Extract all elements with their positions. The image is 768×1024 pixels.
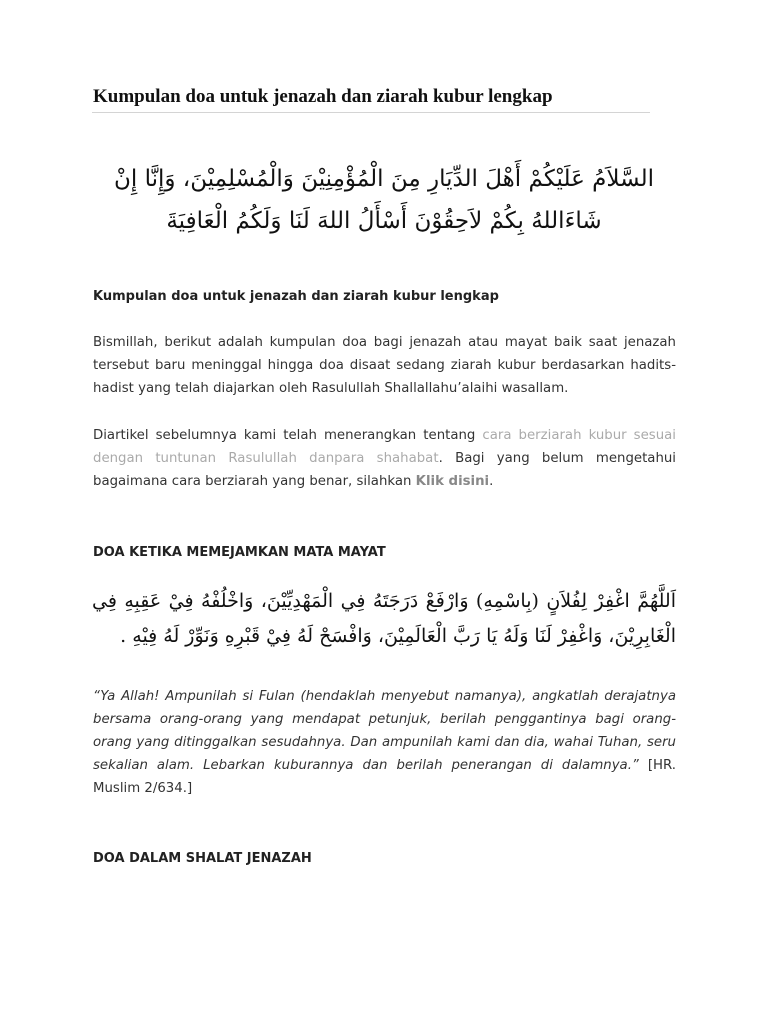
- ziarah-article-link[interactable]: cara berziarah kubur sesuai dengan tuntunan Rasulullah danpara shahabat: [93, 428, 676, 466]
- translation-text: “Ya Allah! Ampunilah si Fulan (hendaklah menyebut namanya), angkatlah derajatnya bersama orang-orang yang mendapat petunjuk, berilah penggantinya bagi orang-orang yang ditinggalkan sesudahnya. Dan ampunilah kami dan dia, wahai Tuhan, seru sekalian alam. Lebarkan kuburannya dan berilah penerangan di dalamnya.”: [93, 689, 676, 773]
- arabic-doa-memejamkan: اَللَّهُمَّ اغْفِرْ لِفُلاَنٍ (بِاسْمِهِ) وَارْفَعْ دَرَجَتَهُ فِي الْمَهْدِيِّيْنَ، وَاخْلُفْهُ فِيْ عَقِبِهِ فِي الْغَابِرِيْنَ، وَاغْفِرْ لَنَا وَلَهُ يَا رَبَّ الْعَالَمِيْنَ، وَافْسَحْ لَهُ فِيْ قَبْرِهِ وَنَوِّرْ لَهُ فِيْهِ .: [92, 590, 676, 647]
- klik-disini-link[interactable]: Klik disini: [415, 474, 490, 489]
- page-title: Kumpulan doa untuk jenazah dan ziarah kubur lengkap: [93, 86, 553, 107]
- subtitle: Kumpulan doa untuk jenazah dan ziarah kubur lengkap: [93, 289, 499, 304]
- section-heading-memejamkan: DOA KETIKA MEMEJAMKAN MATA MAYAT: [93, 545, 386, 560]
- translation-paragraph: [93, 685, 676, 800]
- section-heading-shalat-jenazah: DOA DALAM SHALAT JENAZAH: [93, 851, 312, 866]
- arabic-greeting: السَّلاَمُ عَلَيْكُمْ أَهْلَ الدِّيَارِ مِنَ الْمُؤْمِنِيْنَ وَالْمُسْلِمِيْنَ، وَإِنَّا إِنْ شَاءَاللهُ بِكُمْ لاَحِقُوْنَ أَسْأَلُ اللهَ لَنَا وَلَكُمُ الْعَافِيَةَ: [114, 166, 654, 234]
- title-divider: [92, 112, 650, 113]
- reference-paragraph: Diartikel sebelumnya kami telah menerangkan tentang cara berziarah kubur sesuai dengan tuntunan Rasulullah danpara shahabat. Bagi yang belum mengetahui bagaimana cara berziarah yang benar, silahkan Klik disini.: [93, 428, 677, 489]
- intro-paragraph: Bismillah, berikut adalah kumpulan doa bagi jenazah atau mayat baik saat jenazah tersebut baru meninggal hingga doa disaat sedang ziarah kubur berdasarkan hadits-hadist yang telah diajarkan oleh Rasulullah Shallallahu’alaihi wasallam.: [93, 335, 676, 396]
- hadith-source: [HR. Muslim 2/634.]: [93, 758, 676, 796]
